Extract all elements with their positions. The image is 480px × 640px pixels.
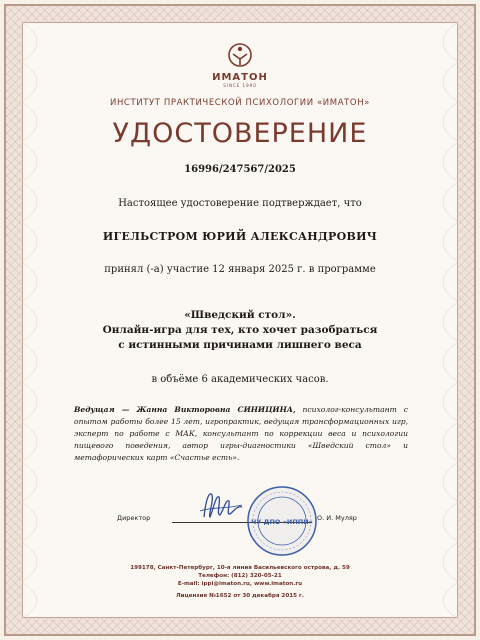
imaton-emblem-icon [221, 42, 259, 68]
handwritten-signature [196, 487, 246, 525]
footer-contacts [0, 564, 480, 600]
recipient-name: ИГЕЛЬСТРОМ ЮРИЙ АЛЕКСАНДРОВИЧ [102, 230, 378, 243]
logo-since-text: SINCE 1990 [223, 83, 257, 88]
program-title-line: «Шведский стол». [184, 309, 296, 321]
confirm-text: Настоящее удостоверение подтверждает, что [118, 198, 362, 209]
participation-text: принял (-а) участие 12 января 2025 г. в программе [104, 264, 376, 275]
certificate-number: 16996/247567/2025 [184, 164, 296, 175]
institute-name: ИНСТИТУТ ПРАКТИЧЕСКОЙ ПСИХОЛОГИИ «ИМАТОН» [109, 98, 370, 108]
host-description [74, 404, 408, 464]
footer-phone: Телефон: (812) 320-05-21 [198, 573, 282, 579]
footer-address: 199178, Санкт-Петербург, 10-я линия Васильевского острова, д. 59 [130, 565, 350, 571]
program-title-line: с истинными причинами лишнего веса [118, 339, 362, 351]
footer-contacts-line: E-mail: ippi@imaton.ru, www.imaton.ru [177, 581, 303, 587]
host-lead: Ведущая — Жанна Викторовна СИНИЦИНА, [74, 405, 296, 414]
official-stamp [245, 484, 319, 558]
program-title-line: Онлайн-игра для тех, кто хочет разобраться [102, 324, 378, 336]
signature-role: Директор [117, 514, 151, 522]
program-title [0, 308, 480, 353]
hours-text: в объёме 6 академических часов. [151, 374, 329, 385]
imaton-logo [0, 42, 480, 88]
stamp-text: ЧУ ДПО «ИППИ» [251, 518, 313, 526]
host-bio: психолог-консультант с опытом работы более 15 лет, игропрактик, ведущая трансформационных игр, эксперт по работе с МАК, консультант по коррекции веса и психологии пищевого поведения, автор игры-диагностики «Шведский стол» и метафорических карт «Счастье есть». [74, 405, 408, 462]
footer-license: Лицензия №1652 от 30 декабря 2015 г. [176, 593, 304, 599]
logo-brand-name: ИМАТОН [212, 72, 268, 83]
document-title: УДОСТОВЕРЕНИЕ [112, 118, 368, 149]
signature-name: О. И. Муляр [317, 514, 357, 522]
